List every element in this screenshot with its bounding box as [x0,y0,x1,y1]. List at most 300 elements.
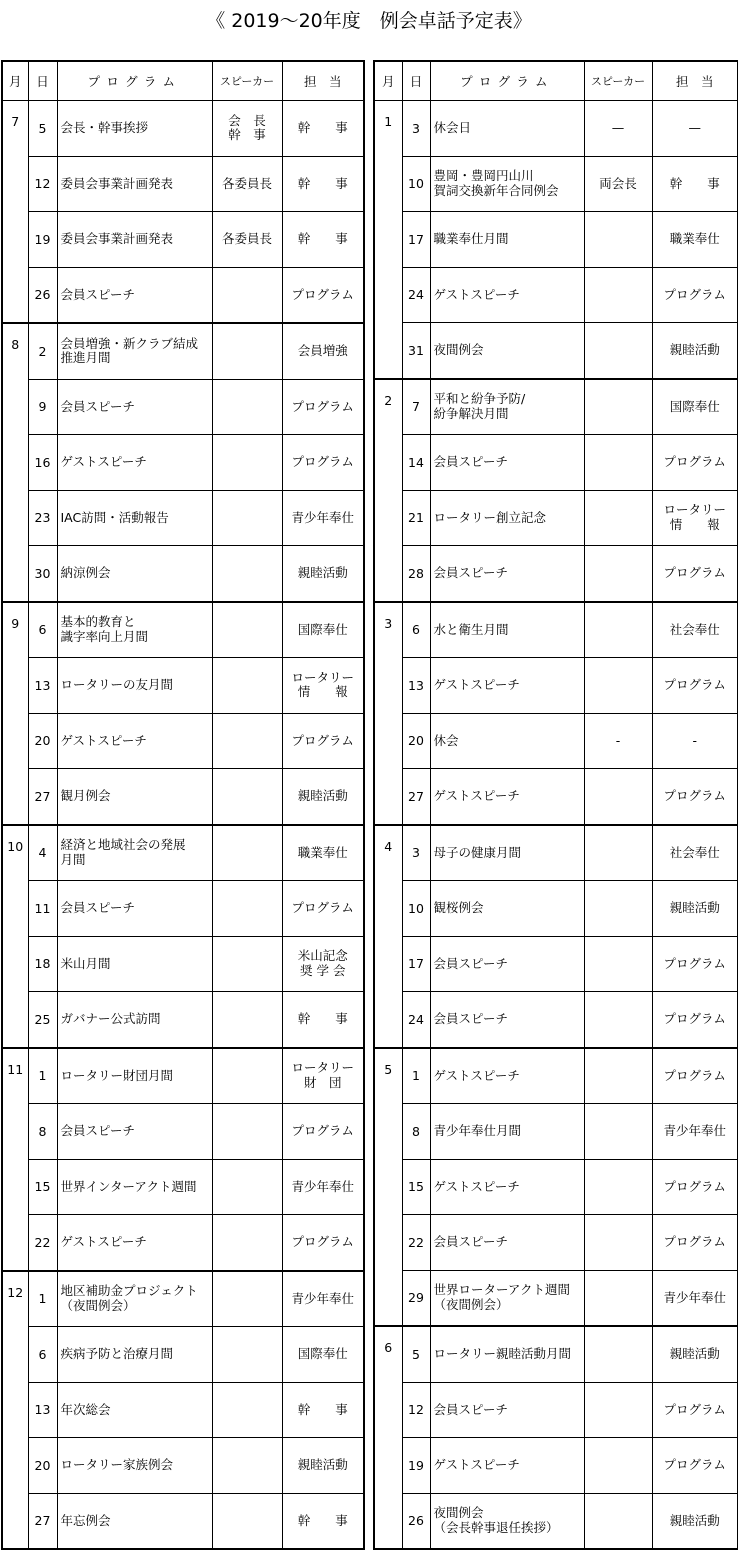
table-row [2,212,364,268]
program-cell: ゲストスピーチ [430,1159,584,1215]
speaker-cell [584,1493,652,1549]
charge-cell: 青少年奉仕 [652,1270,738,1326]
charge-cell: 親睦活動 [652,881,738,937]
table-row [374,379,738,435]
speaker-cell [212,323,282,379]
speaker-cell [584,1159,652,1215]
charge-cell: 親睦活動 [652,323,738,379]
month-cell [2,267,28,323]
day-cell: 4 [28,825,57,881]
charge-cell: プログラム [282,435,364,491]
program-cell: 疾病予防と治療月間 [57,1327,212,1383]
month-cell [2,1493,28,1549]
program-cell: ゲストスピーチ [57,713,212,769]
program-cell: 経済と地域社会の発展 月間 [57,825,212,881]
day-cell: 10 [402,156,430,212]
speaker-cell [584,936,652,992]
charge-cell: プログラム [282,379,364,435]
program-cell: 会員スピーチ [57,881,212,937]
table-row [374,267,738,323]
speaker-cell [584,546,652,602]
charge-cell: プログラム [282,267,364,323]
table-row [374,936,738,992]
program-cell: ロータリー親睦活動月間 [430,1326,584,1382]
charge-cell: 親睦活動 [652,1326,738,1382]
table-row [2,1104,364,1160]
speaker-cell [212,1159,282,1215]
table-row [2,379,364,435]
program-cell: ゲストスピーチ [57,1215,212,1271]
charge-cell: 幹 事 [282,1382,364,1438]
schedule-table-right [373,60,738,1550]
speaker-cell [584,602,652,658]
charge-cell: 国際奉仕 [652,379,738,435]
month-cell: 7 [2,101,28,157]
program-cell: 世界インターアクト週間 [57,1159,212,1215]
charge-cell: 幹 事 [282,992,364,1048]
day-cell: 20 [402,713,430,769]
speaker-cell: 両会長 [584,156,652,212]
day-cell: 6 [28,1327,57,1383]
month-cell: 4 [374,825,402,881]
day-cell: 21 [402,490,430,546]
charge-cell: プログラム [282,1104,364,1160]
day-cell: 16 [28,435,57,491]
month-cell [2,490,28,546]
month-cell [2,1215,28,1271]
charge-cell: プログラム [652,992,738,1048]
charge-cell: 職業奉仕 [652,212,738,268]
charge-cell: 幹 事 [652,156,738,212]
charge-cell: 社会奉仕 [652,825,738,881]
header-speaker: スピーカー [212,61,282,101]
charge-cell: — [652,101,738,157]
speaker-cell [212,1493,282,1549]
day-cell: 27 [28,769,57,825]
speaker-cell [584,769,652,825]
charge-cell: 国際奉仕 [282,602,364,658]
table-row [374,323,738,379]
month-cell [374,267,402,323]
day-cell: 3 [402,101,430,157]
speaker-cell [584,1382,652,1438]
table-row [2,435,364,491]
day-cell: 13 [28,1382,57,1438]
table-row [2,825,364,881]
charge-cell: 会員増強 [282,323,364,379]
table-row [374,1159,738,1215]
month-cell: 2 [374,379,402,435]
table-row [2,713,364,769]
speaker-cell [584,1048,652,1104]
program-cell: ロータリー家族例会 [57,1438,212,1494]
program-cell: ロータリーの友月間 [57,658,212,714]
speaker-cell [584,212,652,268]
month-cell [2,435,28,491]
table-row [374,713,738,769]
program-cell: 会員スピーチ [430,1215,584,1271]
charge-cell: 幹 事 [282,1493,364,1549]
speaker-cell [212,825,282,881]
charge-cell: 青少年奉仕 [282,1271,364,1327]
charge-cell: 親睦活動 [652,1493,738,1549]
table-row [374,825,738,881]
charge-cell: プログラム [282,881,364,937]
table-row [2,1159,364,1215]
speaker-cell [212,379,282,435]
month-cell [374,769,402,825]
table-row [2,156,364,212]
day-cell: 26 [402,1493,430,1549]
program-cell: ゲストスピーチ [430,769,584,825]
speaker-cell [212,1048,282,1104]
table-row [374,101,738,157]
day-cell: 22 [402,1215,430,1271]
program-cell: ゲストスピーチ [57,435,212,491]
month-cell: 6 [374,1326,402,1382]
month-cell: 12 [2,1271,28,1327]
charge-cell: プログラム [652,1438,738,1494]
charge-cell: プログラム [652,1159,738,1215]
table-row [2,658,364,714]
table-row [374,1438,738,1494]
charge-cell: 国際奉仕 [282,1327,364,1383]
month-cell [374,1270,402,1326]
day-cell: 13 [402,658,430,714]
day-cell: 15 [402,1159,430,1215]
program-cell: 平和と紛争予防/ 紛争解決月間 [430,379,584,435]
charge-cell: 青少年奉仕 [652,1104,738,1160]
month-cell: 3 [374,602,402,658]
charge-cell: プログラム [652,1215,738,1271]
speaker-cell [584,1438,652,1494]
month-cell [374,546,402,602]
program-cell: 会員スピーチ [430,546,584,602]
table-row [2,992,364,1048]
page-title: 《 2019～20年度 例会卓話予定表》 [206,10,532,32]
month-cell: 1 [374,101,402,157]
program-cell: ロータリー財団月間 [57,1048,212,1104]
program-cell: ゲストスピーチ [430,267,584,323]
program-cell: 会員スピーチ [57,379,212,435]
table-row [2,1271,364,1327]
day-cell: 29 [402,1270,430,1326]
table-row [374,1326,738,1382]
month-cell [374,713,402,769]
header-charge: 担 当 [652,61,738,101]
day-cell: 19 [28,212,57,268]
header-month: 月 [374,61,402,101]
program-cell: 米山月間 [57,936,212,992]
month-cell [374,1215,402,1271]
header-row [2,61,364,101]
table-row [2,267,364,323]
charge-cell: プログラム [282,1215,364,1271]
header-row [374,61,738,101]
day-cell: 30 [28,546,57,602]
charge-cell: プログラム [652,267,738,323]
charge-cell: 職業奉仕 [282,825,364,881]
day-cell: 12 [402,1382,430,1438]
speaker-cell [584,1215,652,1271]
table-row [2,1327,364,1383]
charge-cell: 親睦活動 [282,546,364,602]
speaker-cell [584,1270,652,1326]
day-cell: 25 [28,992,57,1048]
program-cell: ロータリー創立記念 [430,490,584,546]
header-day: 日 [28,61,57,101]
program-cell: 会員増強・新クラブ結成 推進月間 [57,323,212,379]
program-cell: 観月例会 [57,769,212,825]
table-row [2,881,364,937]
program-cell: 会員スピーチ [430,1382,584,1438]
month-cell [374,490,402,546]
charge-cell: プログラム [652,1048,738,1104]
charge-cell: 青少年奉仕 [282,490,364,546]
month-cell: 11 [2,1048,28,1104]
charge-cell: プログラム [652,1382,738,1438]
day-cell: 20 [28,1438,57,1494]
speaker-cell [212,435,282,491]
speaker-cell [212,936,282,992]
month-cell [2,936,28,992]
header-program: プログラム [430,61,584,101]
speaker-cell [584,490,652,546]
day-cell: 18 [28,936,57,992]
day-cell: 3 [402,825,430,881]
day-cell: 1 [28,1271,57,1327]
speaker-cell: — [584,101,652,157]
speaker-cell [212,546,282,602]
table-row [374,658,738,714]
day-cell: 8 [28,1104,57,1160]
day-cell: 19 [402,1438,430,1494]
speaker-cell [212,713,282,769]
table-row [374,435,738,491]
speaker-cell [212,490,282,546]
charge-cell: プログラム [652,546,738,602]
program-cell: 委員会事業計画発表 [57,156,212,212]
program-cell: 青少年奉仕月間 [430,1104,584,1160]
table-row [374,546,738,602]
schedule-table-left [1,60,365,1550]
charge-cell: 社会奉仕 [652,602,738,658]
day-cell: 17 [402,936,430,992]
speaker-cell [212,1215,282,1271]
day-cell: 27 [402,769,430,825]
speaker-cell [212,881,282,937]
speaker-cell: 会 長 幹 事 [212,101,282,157]
charge-cell: 幹 事 [282,156,364,212]
header-program: プログラム [57,61,212,101]
speaker-cell [584,323,652,379]
table-row [374,992,738,1048]
program-cell: ゲストスピーチ [430,1438,584,1494]
charge-cell: プログラム [652,658,738,714]
table-row [2,1215,364,1271]
charge-cell: プログラム [282,713,364,769]
speaker-cell [584,379,652,435]
speaker-cell: - [584,713,652,769]
program-cell: 年忘例会 [57,1493,212,1549]
month-cell [2,1327,28,1383]
program-cell: 夜間例会 [430,323,584,379]
speaker-cell [212,1382,282,1438]
table-row [2,1493,364,1549]
day-cell: 24 [402,267,430,323]
speaker-cell [212,1438,282,1494]
table-row [2,490,364,546]
day-cell: 28 [402,546,430,602]
speaker-cell [212,1271,282,1327]
program-cell: 休会 [430,713,584,769]
month-cell [374,156,402,212]
day-cell: 5 [28,101,57,157]
day-cell: 15 [28,1159,57,1215]
program-cell: 年次総会 [57,1382,212,1438]
month-cell [374,1382,402,1438]
charge-cell: ロータリー 財 団 [282,1048,364,1104]
program-cell: 夜間例会 （会長幹事退任挨拶） [430,1493,584,1549]
day-cell: 14 [402,435,430,491]
speaker-cell [584,881,652,937]
header-day: 日 [402,61,430,101]
month-cell [2,212,28,268]
table-row [374,1048,738,1104]
day-cell: 31 [402,323,430,379]
speaker-cell [584,435,652,491]
program-cell: 豊岡・豊岡円山川 賀詞交換新年合同例会 [430,156,584,212]
program-cell: 基本的教育と 識字率向上月間 [57,602,212,658]
charge-cell: - [652,713,738,769]
program-cell: ゲストスピーチ [430,658,584,714]
table-row [374,1493,738,1549]
program-cell: 会員スピーチ [430,992,584,1048]
program-cell: 世界ローターアクト週間 （夜間例会） [430,1270,584,1326]
program-cell: 地区補助金プロジェクト （夜間例会） [57,1271,212,1327]
month-cell [374,1493,402,1549]
day-cell: 27 [28,1493,57,1549]
speaker-cell [212,658,282,714]
speaker-cell [212,1327,282,1383]
program-cell: 母子の健康月間 [430,825,584,881]
table-row [374,769,738,825]
charge-cell: 親睦活動 [282,1438,364,1494]
month-cell: 10 [2,825,28,881]
speaker-cell [584,267,652,323]
month-cell [2,1382,28,1438]
day-cell: 17 [402,212,430,268]
charge-cell: 青少年奉仕 [282,1159,364,1215]
month-cell [374,212,402,268]
header-month: 月 [2,61,28,101]
table-row [2,1438,364,1494]
month-cell [2,769,28,825]
speaker-cell [212,1104,282,1160]
charge-cell: プログラム [652,435,738,491]
program-cell: 会員スピーチ [57,1104,212,1160]
speaker-cell [584,1326,652,1382]
month-cell [2,658,28,714]
header-charge: 担 当 [282,61,364,101]
month-cell [2,546,28,602]
program-cell: 委員会事業計画発表 [57,212,212,268]
month-cell [2,1438,28,1494]
month-cell: 5 [374,1048,402,1104]
table-row [374,1215,738,1271]
month-cell [2,156,28,212]
month-cell [374,658,402,714]
program-cell: 会員スピーチ [430,936,584,992]
speaker-cell: 各委員長 [212,212,282,268]
table-row [2,936,364,992]
program-cell: 水と衛生月間 [430,602,584,658]
speaker-cell [212,602,282,658]
header-speaker: スピーカー [584,61,652,101]
program-cell: 会員スピーチ [57,267,212,323]
month-cell [374,435,402,491]
day-cell: 26 [28,267,57,323]
month-cell [374,936,402,992]
speaker-cell [212,769,282,825]
table-row [2,323,364,379]
table-row [2,101,364,157]
table-row [2,546,364,602]
day-cell: 2 [28,323,57,379]
month-cell [2,379,28,435]
day-cell: 10 [402,881,430,937]
table-row [374,156,738,212]
day-cell: 6 [402,602,430,658]
program-cell: 会員スピーチ [430,435,584,491]
month-cell: 9 [2,602,28,658]
table-row [2,1382,364,1438]
table-row [2,602,364,658]
day-cell: 13 [28,658,57,714]
day-cell: 12 [28,156,57,212]
program-cell: 職業奉仕月間 [430,212,584,268]
month-cell [374,881,402,937]
program-cell: ゲストスピーチ [430,1048,584,1104]
table-row [2,769,364,825]
charge-cell: 米山記念 奨 学 会 [282,936,364,992]
day-cell: 24 [402,992,430,1048]
program-cell: ガバナー公式訪問 [57,992,212,1048]
table-row [374,1270,738,1326]
day-cell: 11 [28,881,57,937]
speaker-cell [584,992,652,1048]
table-row [374,490,738,546]
table-row [2,1048,364,1104]
speaker-cell [584,825,652,881]
day-cell: 22 [28,1215,57,1271]
speaker-cell [212,992,282,1048]
program-cell: 納涼例会 [57,546,212,602]
month-cell [374,992,402,1048]
month-cell [2,1104,28,1160]
program-cell: 会長・幹事挨拶 [57,101,212,157]
day-cell: 1 [402,1048,430,1104]
month-cell [2,713,28,769]
table-row [374,1104,738,1160]
speaker-cell [584,658,652,714]
speaker-cell [584,1104,652,1160]
speaker-cell: 各委員長 [212,156,282,212]
program-cell: IAC訪問・活動報告 [57,490,212,546]
charge-cell: ロータリー 情 報 [652,490,738,546]
day-cell: 8 [402,1104,430,1160]
program-cell: 観桜例会 [430,881,584,937]
